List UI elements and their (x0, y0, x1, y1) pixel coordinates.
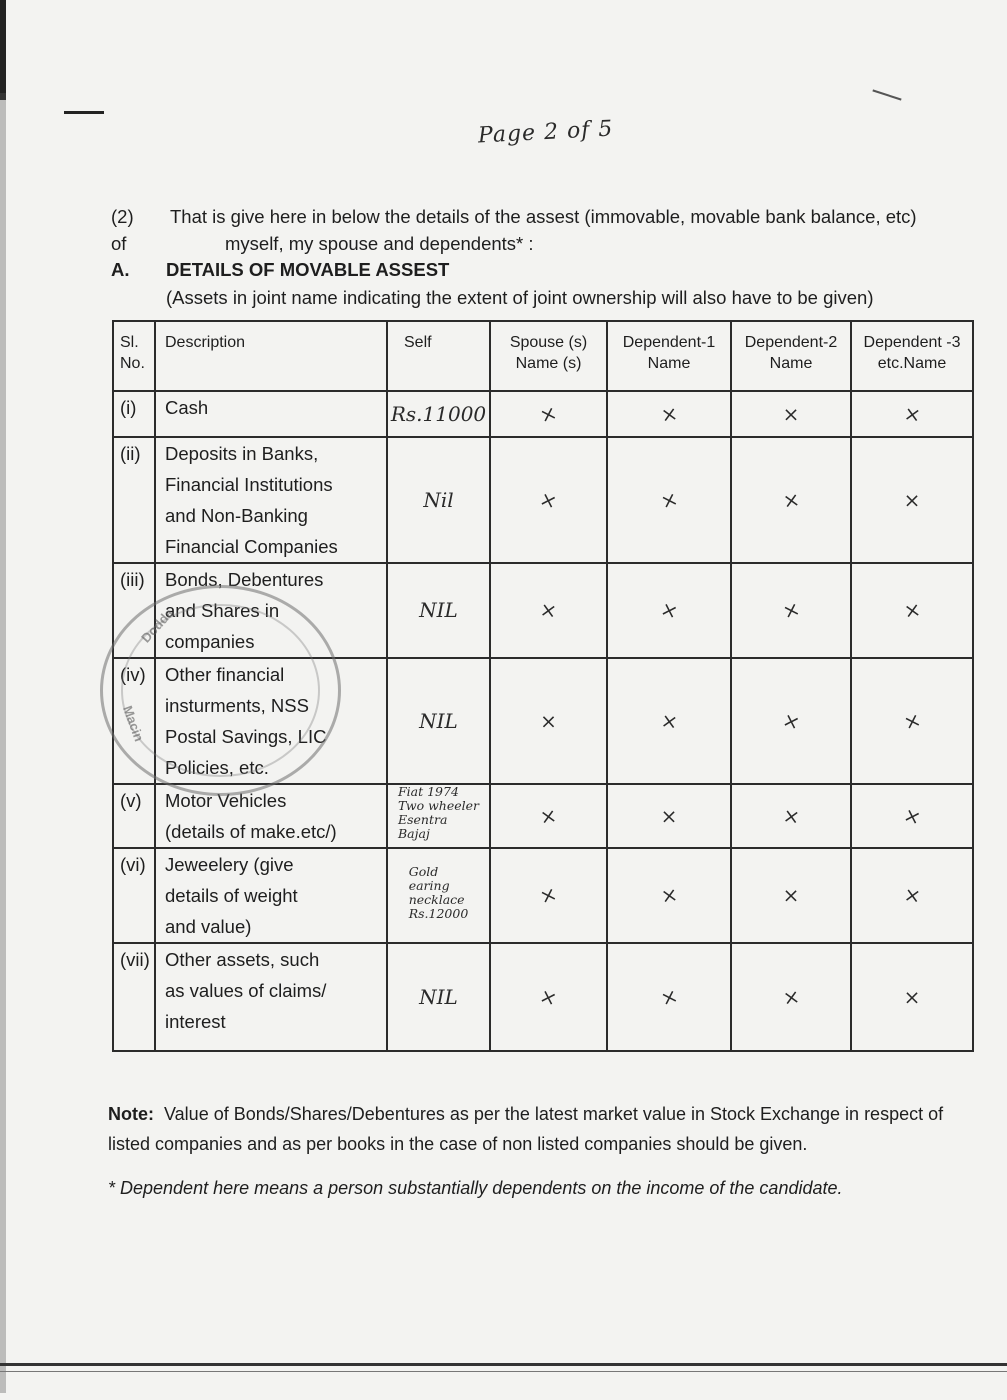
cross-mark-cell (851, 943, 973, 1051)
cross-mark-cell (607, 784, 731, 848)
cross-mark-cell (490, 943, 607, 1051)
cross-mark-cell (731, 658, 851, 784)
row-description (155, 391, 387, 437)
description-line: companies (165, 631, 255, 652)
scan-bottom-rule (0, 1363, 1007, 1366)
self-line: Rs.12000 (408, 905, 469, 921)
description-line: interest (165, 1011, 226, 1032)
cross-mark-icon: × (782, 883, 800, 907)
cross-mark-icon: × (538, 596, 559, 624)
self-line: Gold (408, 863, 439, 879)
description-line: Financial Institutions (165, 474, 333, 495)
table-row (113, 848, 973, 943)
header-dependent-1: Dependent-1 Name (607, 321, 731, 391)
self-line: Nil (423, 487, 454, 512)
description-line: and Shares in (165, 600, 280, 621)
cross-mark-icon: × (540, 708, 557, 733)
description-line: Deposits in Banks, (165, 443, 319, 464)
table-row (113, 784, 973, 848)
cross-mark-cell (731, 391, 851, 437)
cross-mark-cell (607, 943, 731, 1051)
self-line: Fiat 1974 (397, 784, 459, 799)
row-description (155, 943, 387, 1051)
description-line: Policies, etc. (165, 757, 269, 778)
scan-top-mark (872, 89, 901, 100)
cross-mark-cell (851, 848, 973, 943)
row-description (155, 563, 387, 658)
description-line: insturments, NSS (165, 695, 309, 716)
self-line: Rs.11000 (390, 401, 487, 426)
cross-mark-cell (851, 658, 973, 784)
cross-mark-cell (607, 437, 731, 563)
description-line: Financial Companies (165, 536, 338, 557)
cross-mark-icon: × (657, 485, 681, 514)
scan-edge-shadow (0, 0, 6, 100)
self-value (387, 391, 490, 437)
cross-mark-cell (731, 563, 851, 658)
cross-mark-cell (851, 437, 973, 563)
self-line: Two wheeler (397, 798, 479, 813)
section-title: DETAILS OF MOVABLE ASSEST (166, 259, 450, 280)
self-value (387, 848, 490, 943)
cross-mark-cell (490, 437, 607, 563)
cross-mark-icon: × (900, 706, 924, 735)
row-description (155, 784, 387, 848)
self-line: earing (408, 877, 450, 893)
row-serial: (v) (113, 784, 155, 848)
note-text: Value of Bonds/Shares/Debentures as per the latest market value in Stock Exchange in respect of listed companies and as per books in the case of non listed companies should be given. (108, 1104, 944, 1154)
self-line: Esentra (397, 812, 448, 827)
cross-mark-icon: × (900, 801, 924, 830)
self-value (387, 658, 490, 784)
self-line: Bajaj (397, 826, 430, 841)
cross-mark-icon: × (657, 596, 681, 625)
scan-top-dash (64, 111, 104, 114)
cross-mark-icon: × (779, 706, 803, 735)
self-handwriting (398, 785, 479, 841)
cross-mark-cell (607, 563, 731, 658)
cross-mark-icon: × (658, 707, 680, 734)
header-sl: Sl. No. (113, 321, 155, 391)
row-serial: (vii) (113, 943, 155, 1051)
cross-mark-cell (851, 391, 973, 437)
cross-mark-icon: × (660, 803, 678, 828)
cross-mark-cell (607, 391, 731, 437)
header-self: Self (387, 321, 490, 391)
movable-assets-table (112, 320, 974, 1052)
header-description: Description (155, 321, 387, 391)
intro-line-2: myself, my spouse and dependents* : (225, 233, 534, 254)
stamp-text-left: Macin (120, 703, 147, 744)
cross-mark-icon: × (780, 486, 802, 513)
row-description (155, 658, 387, 784)
cross-mark-cell (607, 848, 731, 943)
self-line: necklace (408, 891, 465, 907)
self-handwriting (388, 982, 489, 1013)
cross-mark-cell (607, 658, 731, 784)
row-description (155, 848, 387, 943)
cross-mark-icon: × (901, 400, 923, 427)
self-line: NIL (419, 708, 458, 733)
header-dependent-2: Dependent-2 Name (731, 321, 851, 391)
self-value (387, 784, 490, 848)
cross-mark-icon: × (903, 487, 921, 512)
cross-mark-cell (490, 784, 607, 848)
row-serial: (iii) (113, 563, 155, 658)
description-line: details of weight (165, 885, 298, 906)
cross-mark-icon: × (779, 596, 803, 625)
scan-edge-line (0, 93, 6, 1393)
intro-of: of (111, 233, 127, 254)
cross-mark-icon: × (780, 983, 802, 1010)
row-serial: (i) (113, 391, 155, 437)
cross-mark-cell (731, 784, 851, 848)
cross-mark-icon: × (657, 982, 681, 1011)
description-line: and Non-Banking (165, 505, 308, 526)
cross-mark-icon: × (536, 399, 561, 428)
self-handwriting (388, 485, 489, 516)
cross-mark-icon: × (780, 802, 802, 829)
self-handwriting (409, 865, 469, 921)
description-line: Bonds, Debentures (165, 569, 324, 590)
cross-mark-icon: × (658, 400, 680, 427)
header-spouse: Spouse (s) Name (s) (490, 321, 607, 391)
self-handwriting (388, 706, 489, 737)
self-value (387, 943, 490, 1051)
self-handwriting (388, 399, 489, 430)
table-header-row (113, 321, 973, 391)
self-value (387, 437, 490, 563)
cross-mark-cell (851, 563, 973, 658)
section-subtitle: (Assets in joint name indicating the extent of joint ownership will also have to be given) (166, 287, 874, 308)
cross-mark-cell (490, 563, 607, 658)
stamp-text-top: Dodda (138, 605, 177, 646)
header-dependent-3: Dependent -3 etc.Name (851, 321, 973, 391)
cross-mark-icon: × (658, 881, 680, 909)
intro-line-1: That is give here in below the details of the assest (immovable, movable bank balance, etc) (170, 206, 917, 227)
scan-bottom-rule-2 (0, 1371, 1007, 1372)
cross-mark-icon: × (901, 881, 923, 909)
row-description (155, 437, 387, 563)
description-line: Postal Savings, LIC (165, 726, 327, 747)
description-line: Jeweelery (give (165, 854, 294, 875)
handwritten-page-number: Page 2 of 5 (477, 116, 614, 149)
note-paragraph (108, 1099, 978, 1159)
table-row (113, 437, 973, 563)
table-row (113, 943, 973, 1051)
table-row (113, 658, 973, 784)
description-line: as values of claims/ (165, 980, 327, 1001)
cross-mark-icon: × (901, 596, 923, 624)
self-line: NIL (419, 984, 458, 1009)
self-value (387, 563, 490, 658)
table-row (113, 391, 973, 437)
description-line: Other assets, such (165, 949, 320, 970)
cross-mark-icon: × (782, 401, 800, 426)
row-serial: (ii) (113, 437, 155, 563)
cross-mark-icon: × (536, 485, 561, 514)
table-body (113, 391, 973, 1051)
self-handwriting (388, 595, 489, 626)
row-serial: (vi) (113, 848, 155, 943)
cross-mark-cell (490, 391, 607, 437)
cross-mark-cell (731, 848, 851, 943)
row-serial: (iv) (113, 658, 155, 784)
section-letter: A. (111, 259, 130, 280)
cross-mark-cell (851, 784, 973, 848)
description-line: and value) (165, 916, 252, 937)
cross-mark-cell (490, 658, 607, 784)
description-line: Cash (165, 397, 209, 418)
cross-mark-cell (731, 437, 851, 563)
item-number: (2) (111, 206, 134, 227)
description-line: Other financial (165, 664, 285, 685)
table-row (113, 563, 973, 658)
description-line: (details of make.etc/) (165, 821, 337, 842)
cross-mark-icon: × (538, 802, 559, 829)
cross-mark-icon: × (536, 982, 561, 1011)
cross-mark-icon: × (903, 984, 921, 1009)
cross-mark-cell (731, 943, 851, 1051)
self-line: NIL (419, 598, 458, 622)
note-label: Note: (108, 1104, 154, 1124)
cross-mark-cell (490, 848, 607, 943)
description-line: Motor Vehicles (165, 790, 287, 811)
footnote: * Dependent here means a person substantially dependents on the income of the candidate. (108, 1178, 843, 1198)
cross-mark-icon: × (536, 881, 561, 910)
